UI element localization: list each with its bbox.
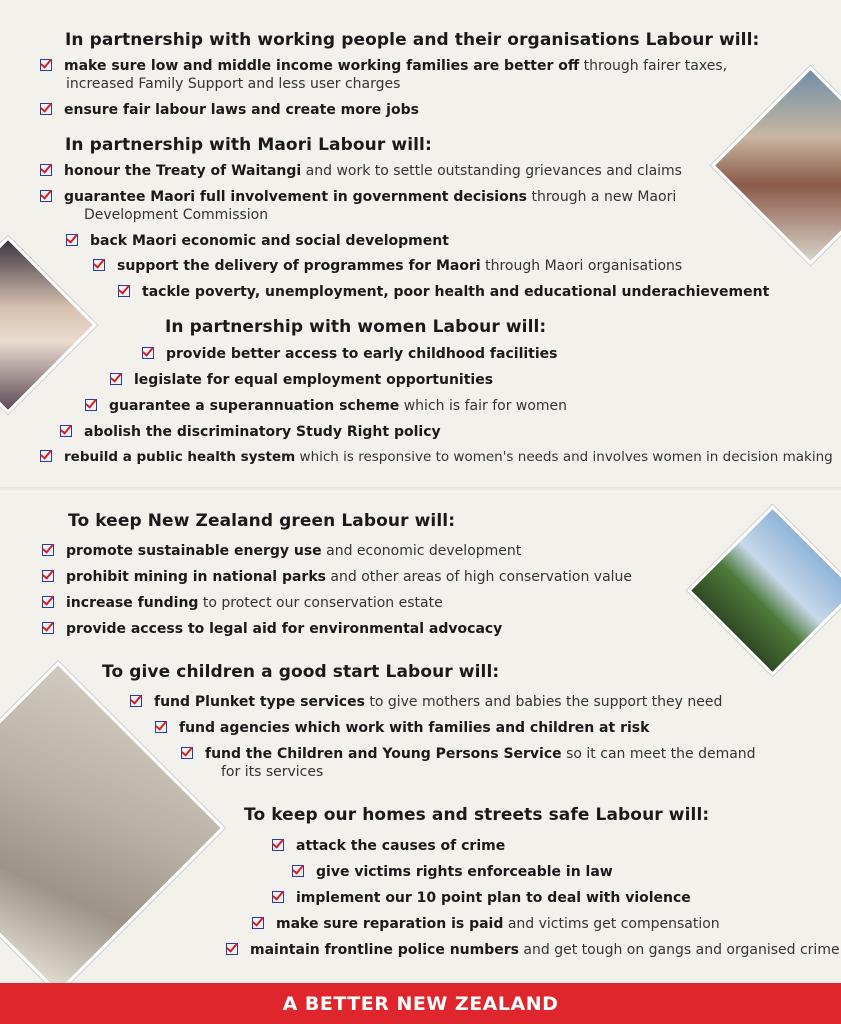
footer-slogan: A BETTER NEW ZEALAND xyxy=(282,993,559,1015)
checkbox-icon xyxy=(60,425,72,437)
women-heading: In partnership with women Labour will: xyxy=(165,317,547,337)
checkbox-icon xyxy=(252,917,264,929)
checkbox-icon xyxy=(93,259,105,271)
checkbox-icon xyxy=(272,891,284,903)
list-item: prohibit mining in national parks and other areas of high conservation value xyxy=(42,568,632,586)
list-item: provide better access to early childhood facilities xyxy=(142,345,557,363)
list-item: make sure reparation is paid and victims get compensation xyxy=(252,915,720,933)
checkbox-icon xyxy=(226,943,238,955)
list-item: guarantee Maori full involvement in government decisions through a new Maori Development Commission xyxy=(40,188,676,224)
children-running-photo xyxy=(0,661,225,995)
checkbox-icon xyxy=(292,865,304,877)
checkbox-icon xyxy=(40,103,52,115)
list-item: fund agencies which work with families and children at risk xyxy=(155,719,649,737)
checkbox-icon xyxy=(272,839,284,851)
page-fold xyxy=(0,487,841,493)
list-item: implement our 10 point plan to deal with violence xyxy=(272,889,691,907)
list-item: tackle poverty, unemployment, poor health and educational underachievement xyxy=(118,283,769,301)
checkbox-icon xyxy=(142,347,154,359)
checkbox-icon xyxy=(40,450,52,462)
list-item: support the delivery of programmes for Maori through Maori organisations xyxy=(93,257,682,275)
list-item: attack the causes of crime xyxy=(272,837,505,855)
list-item: increase funding to protect our conservation estate xyxy=(42,594,443,612)
checkbox-icon xyxy=(66,234,78,246)
checkbox-icon xyxy=(42,570,54,582)
footer-banner xyxy=(0,983,841,1024)
checkbox-icon xyxy=(40,190,52,202)
list-item: make sure low and middle income working families are better off through fairer taxes, increased Family Support and less user charges xyxy=(40,57,727,93)
list-item: honour the Treaty of Waitangi and work to settle outstanding grievances and claims xyxy=(40,162,682,180)
working-heading: In partnership with working people and their organisations Labour will: xyxy=(65,30,760,50)
children-heading: To give children a good start Labour will: xyxy=(102,662,500,682)
hands-photo xyxy=(0,236,97,414)
checkbox-icon xyxy=(40,164,52,176)
list-item: provide access to legal aid for environmental advocacy xyxy=(42,620,502,638)
checkbox-icon xyxy=(42,544,54,556)
checkbox-icon xyxy=(130,695,142,707)
checkbox-icon xyxy=(155,721,167,733)
list-item: legislate for equal employment opportunities xyxy=(110,371,493,389)
list-item: promote sustainable energy use and economic development xyxy=(42,542,521,560)
checkbox-icon xyxy=(181,747,193,759)
list-item: fund the Children and Young Persons Service so it can meet the demand for its services xyxy=(181,745,756,781)
green-heading: To keep New Zealand green Labour will: xyxy=(68,511,456,531)
checkbox-icon xyxy=(118,285,130,297)
checkbox-icon xyxy=(42,622,54,634)
checkbox-icon xyxy=(40,59,52,71)
checkbox-icon xyxy=(85,399,97,411)
maori-heading: In partnership with Maori Labour will: xyxy=(65,135,432,155)
list-item: rebuild a public health system which is responsive to women's needs and involves women in decision making xyxy=(40,448,833,466)
list-item: maintain frontline police numbers and get tough on gangs and organised crime xyxy=(226,941,840,959)
office-workers-photo xyxy=(711,66,841,265)
checkbox-icon xyxy=(110,373,122,385)
checkbox-icon xyxy=(42,596,54,608)
list-item: guarantee a superannuation scheme which is fair for women xyxy=(85,397,567,415)
palm-tree-mountain-photo xyxy=(687,505,841,676)
list-item: ensure fair labour laws and create more jobs xyxy=(40,101,419,119)
list-item: back Maori economic and social development xyxy=(66,232,449,250)
safe-heading: To keep our homes and streets safe Labour will: xyxy=(244,805,710,825)
list-item: fund Plunket type services to give mothers and babies the support they need xyxy=(130,693,722,711)
list-item: give victims rights enforceable in law xyxy=(292,863,613,881)
list-item: abolish the discriminatory Study Right policy xyxy=(60,423,441,441)
